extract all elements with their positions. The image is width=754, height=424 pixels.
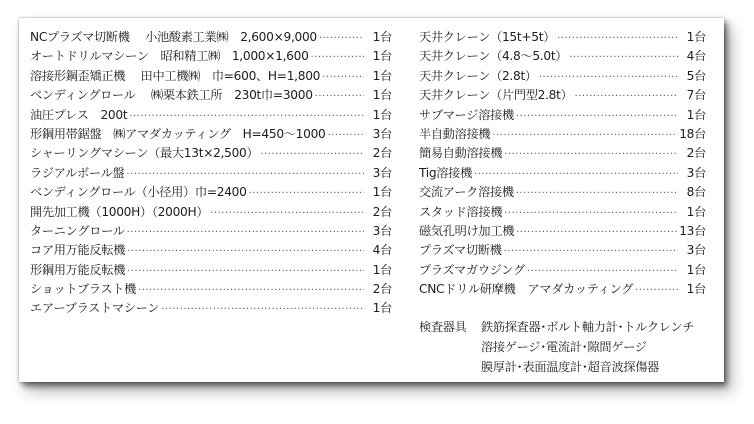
equipment-quantity: 1台 <box>686 30 706 44</box>
inspection-line: 鉄筋探査器･ボルト軸力計･トルクレンチ <box>481 320 695 334</box>
equipment-row <box>419 203 706 222</box>
equipment-name: ラジアルボール盤 <box>30 165 125 180</box>
equipment-row <box>30 125 392 144</box>
equipment-row <box>30 86 392 105</box>
leader-dots <box>127 266 364 277</box>
inspection-line: 溶接ゲージ･電流計･隙間ゲージ <box>481 340 647 354</box>
equipment-name: プラズマ切断機 <box>419 243 502 258</box>
equipment-name: 油圧プレス 200t <box>30 107 128 122</box>
equipment-name: 半自動溶接機 <box>419 126 491 141</box>
inspection-row <box>419 358 719 378</box>
equipment-name: ベンディングロール ㈱栗本鉄工所 230t巾=3000 <box>30 88 313 103</box>
equipment-row <box>30 299 392 318</box>
equipment-name: サブマージ溶接機 <box>419 107 514 122</box>
equipment-row <box>30 203 392 222</box>
equipment-row <box>30 28 392 47</box>
leader-dots <box>504 149 678 160</box>
leader-dots <box>322 72 364 83</box>
equipment-quantity: 1台 <box>372 262 392 277</box>
equipment-name: ベンディングロール（小径用）巾=2400 <box>30 185 247 200</box>
equipment-row <box>30 280 392 299</box>
inspection-tools <box>419 318 719 378</box>
equipment-quantity: 3台 <box>372 165 392 180</box>
leader-dots <box>161 304 364 315</box>
right-equipment-column <box>419 28 706 299</box>
leader-dots <box>129 111 364 122</box>
equipment-row <box>419 28 706 47</box>
equipment-list-card <box>19 18 724 382</box>
equipment-quantity: 1台 <box>372 30 392 44</box>
equipment-name: 形鋼用帯鋸盤 ㈱アマダカッティング H=450～1000 <box>30 126 326 141</box>
equipment-row <box>419 164 706 183</box>
equipment-quantity: 1台 <box>372 301 392 316</box>
equipment-row <box>419 183 706 202</box>
equipment-quantity: 18台 <box>679 126 706 141</box>
equipment-row <box>30 241 392 260</box>
leader-dots <box>516 188 678 199</box>
equipment-quantity: 1台 <box>372 107 392 122</box>
equipment-row <box>30 183 392 202</box>
leader-dots <box>557 33 678 44</box>
equipment-quantity: 1台 <box>372 185 392 200</box>
equipment-quantity: 2台 <box>686 146 706 161</box>
equipment-quantity: 1台 <box>686 204 706 219</box>
leader-dots <box>126 169 364 180</box>
leader-dots <box>327 130 364 141</box>
equipment-quantity: 1台 <box>686 282 706 297</box>
equipment-quantity: 1台 <box>686 107 706 122</box>
equipment-quantity: 2台 <box>372 282 392 297</box>
equipment-name: 天井クレーン（片門型2.8t） <box>419 88 573 103</box>
leader-dots <box>492 130 677 141</box>
equipment-row <box>30 222 392 241</box>
equipment-quantity: 13台 <box>679 223 706 238</box>
inspection-row <box>419 338 719 358</box>
equipment-name: 溶接形鋼歪矯正機 田中工機㈱ 巾=600、H=1,800 <box>30 68 321 83</box>
equipment-name: プラズマガウジング <box>419 262 525 277</box>
leader-dots <box>516 227 677 238</box>
equipment-row <box>30 164 392 183</box>
equipment-row <box>419 261 706 280</box>
equipment-name: 開先加工機（1000H）（2000H） <box>30 204 209 219</box>
equipment-quantity: 3台 <box>372 126 392 141</box>
equipment-quantity: 2台 <box>372 146 392 161</box>
leader-dots <box>574 91 678 102</box>
leader-dots <box>249 188 364 199</box>
equipment-quantity: 1台 <box>372 68 392 83</box>
equipment-row <box>30 144 392 163</box>
leader-dots <box>539 72 678 83</box>
equipment-row <box>30 67 392 86</box>
equipment-name: 簡易自動溶接機 <box>419 146 503 161</box>
leader-dots <box>569 52 678 63</box>
equipment-quantity: 3台 <box>686 243 706 258</box>
left-equipment-column <box>30 28 392 319</box>
inspection-line: 膜厚計･表面温度計･超音波探傷器 <box>481 360 660 374</box>
leader-dots <box>504 208 678 219</box>
inspection-label: 検査器具 <box>419 320 467 334</box>
equipment-name: ショットブラスト機 <box>30 282 137 297</box>
leader-dots <box>210 208 364 219</box>
equipment-row <box>419 47 706 66</box>
leader-dots <box>127 246 364 257</box>
leader-dots <box>635 285 678 296</box>
leader-dots <box>527 266 678 277</box>
equipment-quantity: 3台 <box>686 165 706 180</box>
equipment-name: エアーブラストマシーン <box>30 301 160 316</box>
equipment-name: コア用万能反転機 <box>30 243 126 258</box>
equipment-name: 磁気孔明け加工機 <box>419 223 515 238</box>
equipment-quantity: 3台 <box>372 223 392 238</box>
equipment-name: 形鋼用万能反転機 <box>30 262 126 277</box>
equipment-name: シャーリングマシーン（最大13t×2,500） <box>30 146 259 161</box>
equipment-quantity: 4台 <box>372 243 392 258</box>
equipment-row <box>30 261 392 280</box>
equipment-row <box>419 125 706 144</box>
leader-dots <box>516 111 678 122</box>
equipment-name: 天井クレーン（15t+5t） <box>419 30 556 44</box>
equipment-row <box>30 106 392 125</box>
equipment-row <box>419 67 706 86</box>
equipment-quantity: 5台 <box>686 68 706 83</box>
equipment-name: ターニングロール <box>30 223 125 238</box>
equipment-name: CNCドリル研摩機 アマダカッティング <box>419 282 634 297</box>
equipment-row <box>30 47 392 66</box>
inspection-row <box>419 318 719 338</box>
equipment-name: スタッド溶接機 <box>419 204 503 219</box>
leader-dots <box>127 227 364 238</box>
equipment-name: Tig溶接機 <box>419 165 472 180</box>
equipment-name: 天井クレーン（2.8t） <box>419 68 537 83</box>
equipment-row <box>419 86 706 105</box>
leader-dots <box>315 91 364 102</box>
leader-dots <box>319 33 364 44</box>
equipment-name: NCプラズマ切断機 小池酸素工業㈱ 2,600×9,000 <box>30 30 317 44</box>
equipment-quantity: 2台 <box>372 204 392 219</box>
equipment-row <box>419 106 706 125</box>
equipment-row <box>419 280 706 299</box>
leader-dots <box>311 52 364 63</box>
equipment-row <box>419 144 706 163</box>
equipment-row <box>419 222 706 241</box>
equipment-name: オートドリルマシーン 昭和精工㈱ 1,000×1,600 <box>30 49 309 64</box>
equipment-quantity: 8台 <box>686 185 706 200</box>
equipment-name: 交流アーク溶接機 <box>419 185 514 200</box>
leader-dots <box>474 169 678 180</box>
leader-dots <box>504 246 678 257</box>
leader-dots <box>138 285 364 296</box>
equipment-quantity: 4台 <box>686 49 706 64</box>
equipment-quantity: 1台 <box>372 88 392 103</box>
equipment-quantity: 1台 <box>372 49 392 64</box>
leader-dots <box>260 149 364 160</box>
equipment-row <box>419 241 706 260</box>
equipment-quantity: 7台 <box>686 88 706 103</box>
equipment-quantity: 1台 <box>686 262 706 277</box>
equipment-name: 天井クレーン（4.8～5.0t） <box>419 49 568 64</box>
